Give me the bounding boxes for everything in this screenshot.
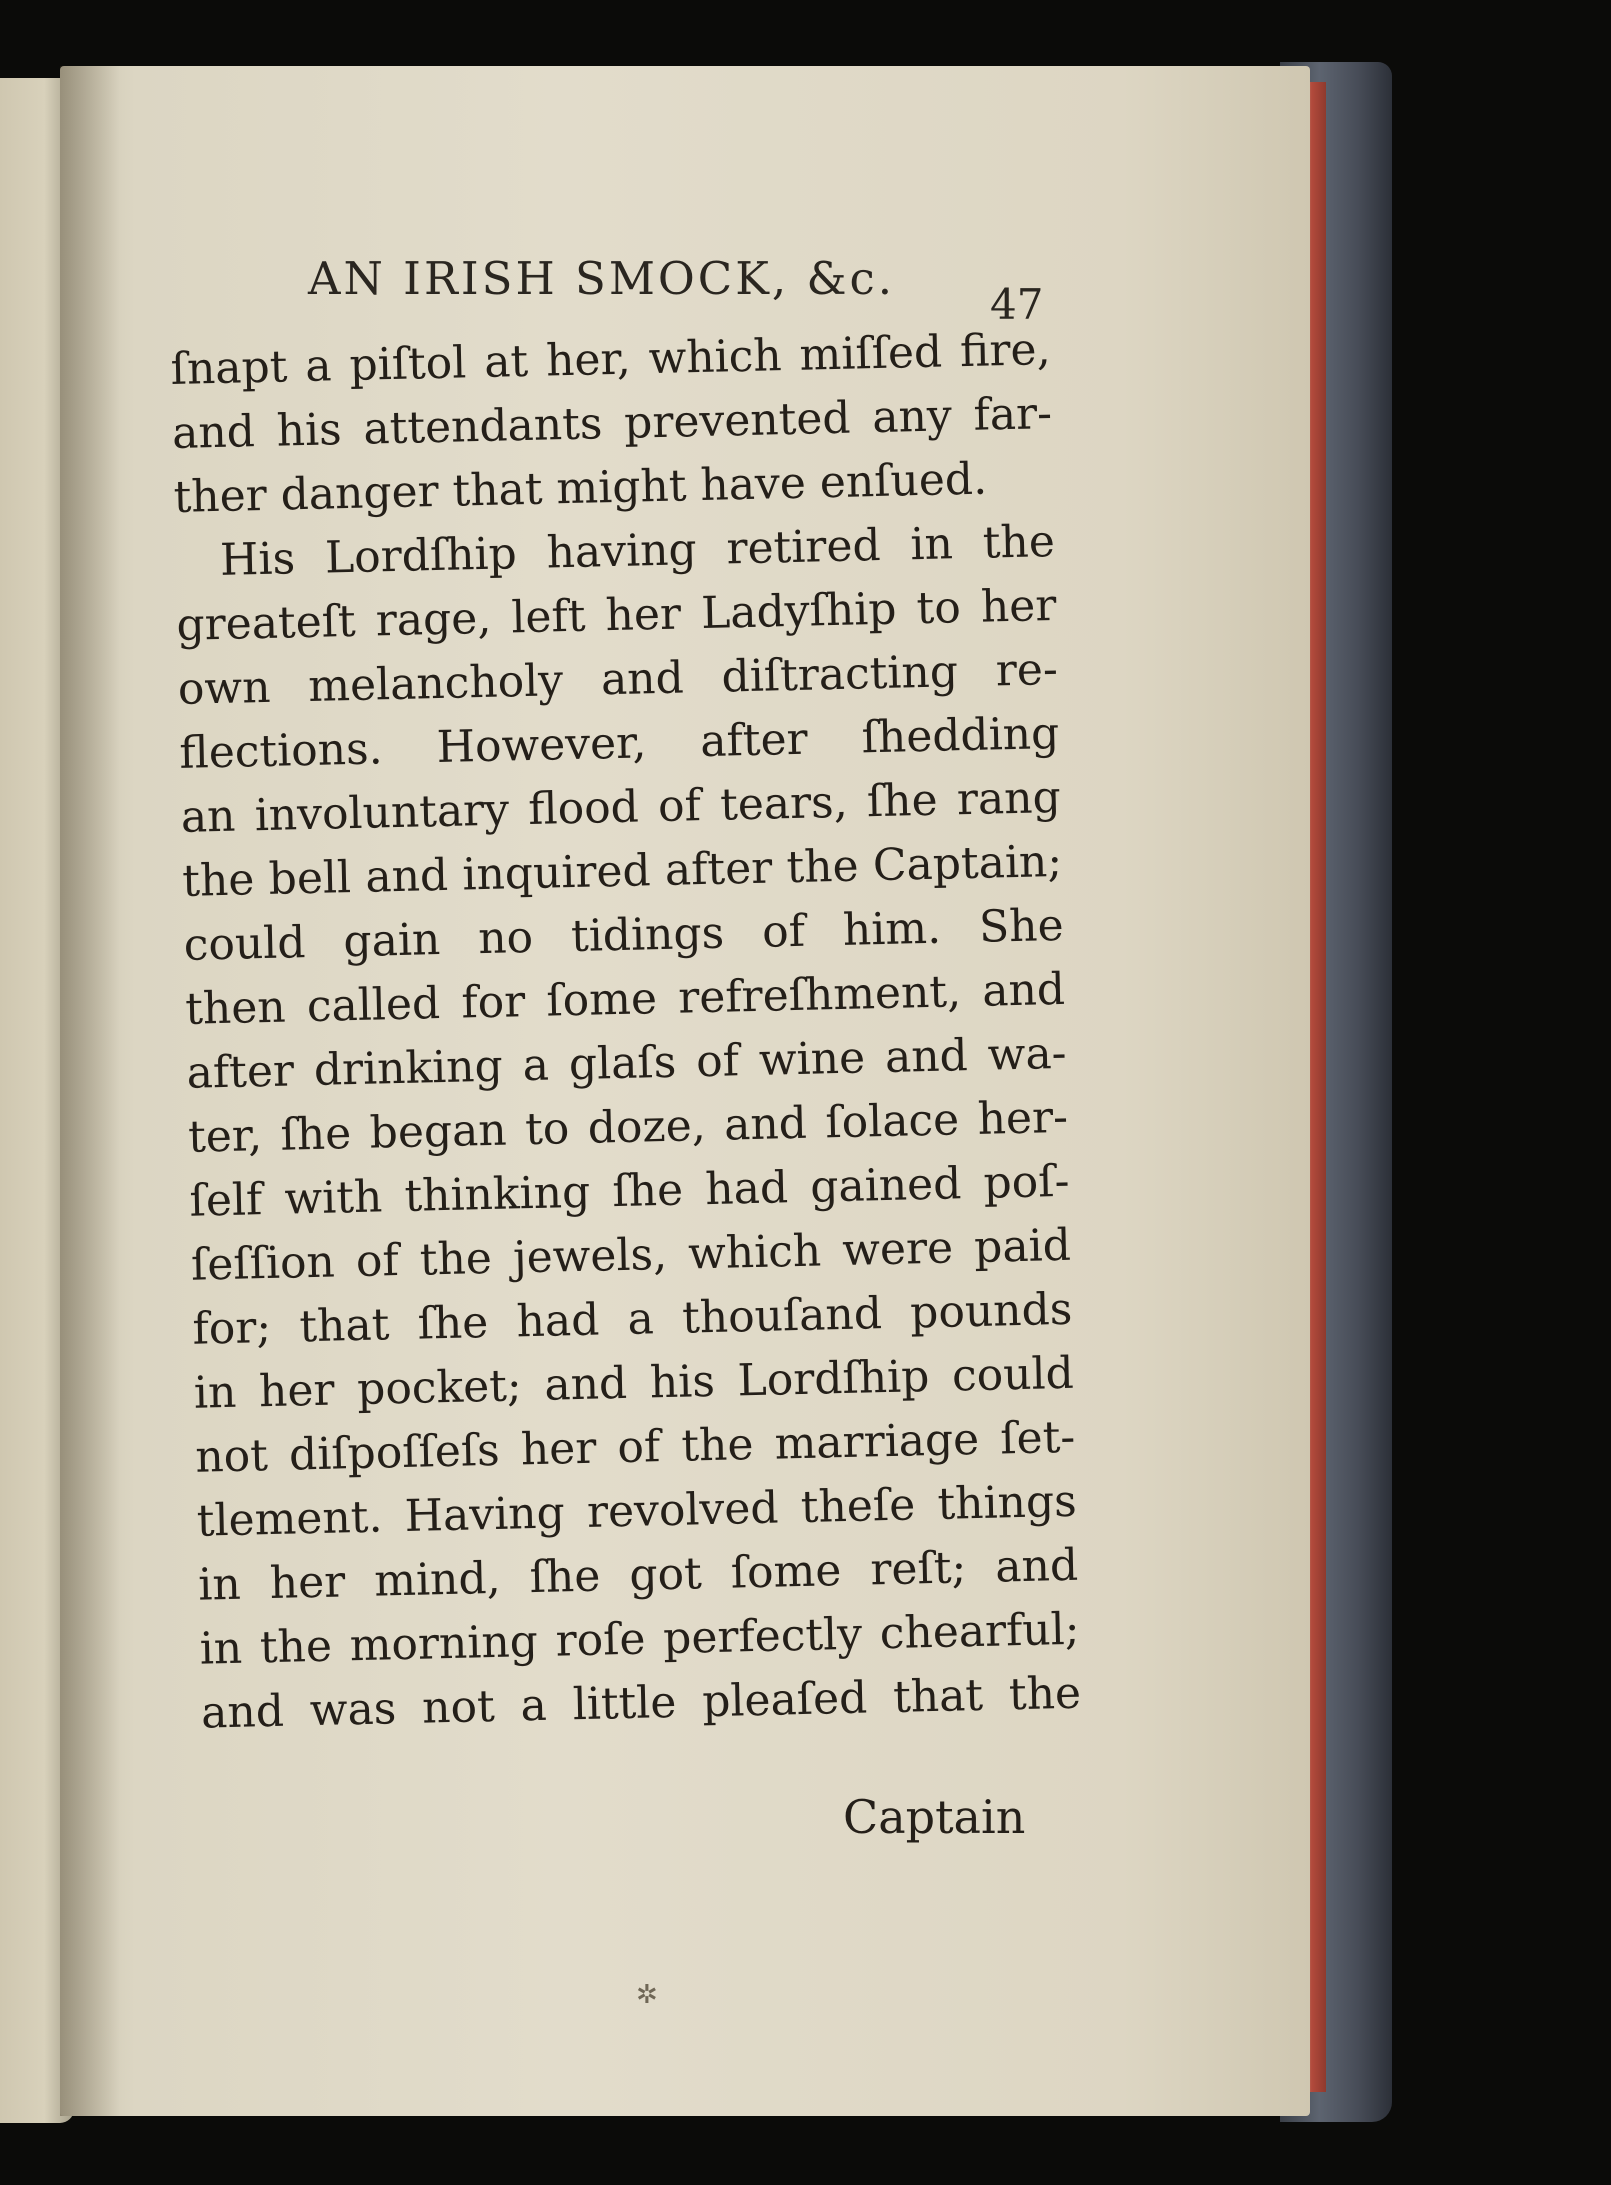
text-line: after drinking a glaſs of wine and wa- — [186, 1027, 1068, 1099]
text-line: ter, ſhe began to doze, and ſolace her- — [187, 1091, 1069, 1163]
text-line: ſeſſion of the jewels, which were paid — [190, 1219, 1072, 1291]
body-text — [170, 318, 1082, 1746]
text-line: for; that ſhe had a thouſand pounds — [191, 1283, 1073, 1355]
text-line: an involuntary flood of tears, ſhe rang — [180, 771, 1062, 843]
text-line: in her mind, ſhe got ſome reſt; and — [197, 1539, 1079, 1611]
text-line: tlement. Having revolved theſe things — [196, 1475, 1078, 1547]
text-line: could gain no tidings of him. She — [183, 899, 1065, 971]
text-line: ſnapt a piſtol at her, which miſſed fire, — [170, 324, 1052, 395]
catchword: Captain — [843, 1790, 1026, 1844]
text-line: greateſt rage, left her Ladyſhip to her — [175, 579, 1057, 651]
text-line: the bell and inquired after the Captain; — [181, 835, 1063, 907]
text-line: in the morning roſe perfectly chearful; — [199, 1603, 1081, 1675]
page-number: 47 — [990, 280, 1044, 329]
text-line: own melancholy and diſtracting re- — [177, 643, 1059, 715]
text-line: in her pocket; and his Lordſhip could — [193, 1347, 1075, 1419]
text-line: then called for ſome refreſhment, and — [184, 963, 1066, 1035]
text-line: ſelf with thinking ſhe had gained poſ- — [189, 1155, 1070, 1227]
text-line: and his attendants prevented any far- — [171, 388, 1053, 459]
gutter-shadow — [60, 66, 120, 2116]
text-line: ther danger that might have enſued. — [173, 453, 988, 523]
paragraph-start-line: His Lordſhip having retired in the — [219, 515, 1056, 586]
text-line: not diſpoſſeſs her of the marriage ſet- — [194, 1411, 1076, 1483]
text-line: and was not a little pleaſed that the — [200, 1667, 1082, 1739]
text-line: flections. However, after ſhedding — [178, 707, 1060, 779]
ornament-icon: ✲ — [636, 1980, 658, 2010]
running-title: AN IRISH SMOCK, &c. — [308, 252, 896, 305]
